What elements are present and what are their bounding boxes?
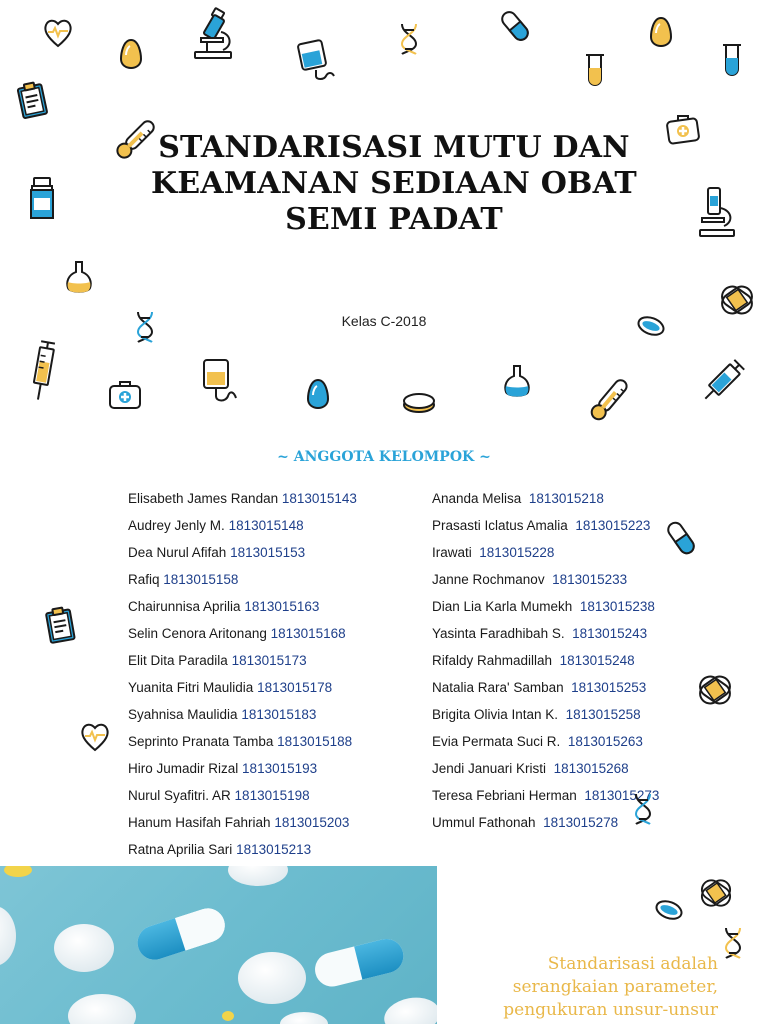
- member-nim: 1813015178: [257, 680, 333, 695]
- member-name: Elisabeth James Randan: [128, 491, 279, 506]
- thermometer-icon: [584, 374, 634, 426]
- heart-pulse-icon: [42, 18, 74, 48]
- definition-line: pengukuran unsur-unsur: [503, 1000, 718, 1020]
- bandage-icon: [698, 876, 734, 910]
- member-row: [128, 704, 357, 731]
- member-row: [432, 785, 659, 812]
- member-nim: 1813015248: [559, 653, 635, 668]
- member-nim: 1813015258: [565, 707, 641, 722]
- bandage-icon: [718, 282, 756, 318]
- member-nim: 1813015148: [228, 518, 304, 533]
- dna-icon: [722, 926, 744, 960]
- member-name: Yasinta Faradhibah S.: [432, 626, 565, 641]
- syringe-icon: [698, 356, 748, 406]
- flask-icon: [502, 364, 532, 400]
- members-heading: ~ ANGGOTA KELOMPOK ~: [277, 449, 491, 465]
- member-name: Irawati: [432, 545, 472, 560]
- member-name: Rafiq: [128, 572, 160, 587]
- capsule-icon: [500, 8, 530, 44]
- medicine-bottle-icon: [26, 176, 58, 222]
- member-nim: 1813015183: [241, 707, 317, 722]
- member-name: Rifaldy Rahmadillah: [432, 653, 553, 668]
- member-row: [432, 677, 659, 704]
- pills-photo-illustration: [0, 866, 437, 1024]
- iv-bag-icon: [200, 358, 240, 406]
- member-nim: 1813015218: [528, 491, 604, 506]
- member-row: [128, 515, 357, 542]
- definition-text: [418, 953, 718, 1022]
- member-name: Audrey Jenly M.: [128, 518, 225, 533]
- clipboard-icon: [16, 80, 50, 118]
- egg-icon: [649, 16, 673, 48]
- member-row: [432, 596, 659, 623]
- member-name: Hanum Hasifah Fahriah: [128, 815, 271, 830]
- member-nim: 1813015233: [552, 572, 628, 587]
- microscope-icon: [698, 186, 738, 238]
- member-nim: 1813015158: [163, 572, 239, 587]
- member-row: [432, 704, 659, 731]
- member-nim: 1813015263: [567, 734, 643, 749]
- member-name: Hiro Jumadir Rizal: [128, 761, 239, 776]
- member-row: [432, 731, 659, 758]
- dna-icon: [134, 310, 156, 344]
- member-name: Chairunnisa Aprilia: [128, 599, 241, 614]
- dna-icon: [632, 792, 654, 826]
- member-row: [128, 542, 357, 569]
- test-tube-icon: [583, 52, 607, 88]
- clipboard-icon: [44, 604, 78, 644]
- member-row: [432, 758, 659, 785]
- member-name: Prasasti Iclatus Amalia: [432, 518, 568, 533]
- member-row: [128, 785, 357, 812]
- member-row: [128, 623, 357, 650]
- iv-bag-icon: [298, 38, 338, 82]
- member-row: [128, 812, 357, 839]
- member-name: Dian Lia Karla Mumekh: [432, 599, 573, 614]
- member-name: Syahnisa Maulidia: [128, 707, 238, 722]
- member-row: [128, 731, 357, 758]
- member-row: [432, 515, 659, 542]
- class-label: Kelas C-2018: [341, 313, 427, 329]
- member-row: [432, 569, 659, 596]
- definition-line: Standarisasi adalah: [547, 954, 718, 974]
- member-nim: 1813015153: [230, 545, 306, 560]
- member-row: [432, 542, 659, 569]
- member-nim: 1813015168: [270, 626, 346, 641]
- member-name: Yuanita Fitri Maulidia: [128, 680, 254, 695]
- test-tube-icon: [720, 42, 744, 78]
- member-name: Seprinto Pranata Tamba: [128, 734, 274, 749]
- pills-photo: [0, 866, 437, 1024]
- member-nim: 1813015213: [236, 842, 312, 857]
- member-row: [432, 812, 659, 839]
- member-nim: 1813015173: [231, 653, 307, 668]
- first-aid-kit-icon: [108, 378, 142, 410]
- bandage-icon: [696, 672, 734, 708]
- member-row: [128, 677, 357, 704]
- member-row: [432, 623, 659, 650]
- member-nim: 1813015278: [543, 815, 619, 830]
- member-row: [128, 488, 357, 515]
- member-nim: 1813015228: [479, 545, 555, 560]
- member-nim: 1813015223: [575, 518, 651, 533]
- capsule-icon: [664, 518, 698, 558]
- member-name: Elit Dita Paradila: [128, 653, 228, 668]
- member-name: Ananda Melisa: [432, 491, 522, 506]
- member-name: Evia Permata Suci R.: [432, 734, 561, 749]
- member-name: Teresa Febriani Herman: [432, 788, 577, 803]
- member-nim: 1813015243: [572, 626, 648, 641]
- members-list-right: [432, 488, 659, 839]
- member-nim: 1813015163: [244, 599, 320, 614]
- member-row: [432, 488, 659, 515]
- title-line: KEAMANAN SEDIAAN OBAT: [151, 166, 637, 201]
- page-title: [120, 130, 668, 238]
- member-row: [128, 839, 357, 866]
- member-nim: 1813015273: [584, 788, 660, 803]
- member-nim: 1813015193: [242, 761, 318, 776]
- flask-icon: [64, 260, 94, 296]
- pill-icon: [654, 898, 684, 922]
- member-row: [128, 569, 357, 596]
- egg-icon: [306, 378, 330, 410]
- pill-icon: [636, 314, 666, 338]
- dna-icon: [398, 22, 420, 56]
- member-row: [128, 596, 357, 623]
- member-name: Dea Nurul Afifah: [128, 545, 227, 560]
- pill-icon: [402, 392, 436, 414]
- definition-line: serangkaian parameter,: [512, 977, 718, 997]
- member-name: Jendi Januari Kristi: [432, 761, 547, 776]
- member-name: Nurul Syafitri. AR: [128, 788, 231, 803]
- microscope-icon: [193, 8, 237, 60]
- member-name: Selin Cenora Aritonang: [128, 626, 267, 641]
- first-aid-kit-icon: [666, 112, 700, 144]
- member-name: Natalia Rara' Samban: [432, 680, 564, 695]
- member-name: Ratna Aprilia Sari: [128, 842, 233, 857]
- title-line: SEMI PADAT: [285, 202, 503, 237]
- member-row: [128, 650, 357, 677]
- title-line: STANDARISASI MUTU DAN: [158, 130, 630, 165]
- member-row: [128, 758, 357, 785]
- members-list-left: [128, 488, 357, 866]
- member-nim: 1813015268: [553, 761, 629, 776]
- member-name: Janne Rochmanov: [432, 572, 545, 587]
- heart-pulse-icon: [78, 722, 112, 752]
- member-nim: 1813015203: [274, 815, 350, 830]
- member-nim: 1813015188: [277, 734, 353, 749]
- egg-icon: [119, 38, 143, 70]
- member-nim: 1813015198: [234, 788, 310, 803]
- member-name: Ummul Fathonah: [432, 815, 536, 830]
- member-nim: 1813015143: [281, 491, 357, 506]
- member-row: [432, 650, 659, 677]
- syringe-icon: [28, 340, 58, 402]
- member-nim: 1813015238: [579, 599, 655, 614]
- member-name: Brigita Olivia Intan K.: [432, 707, 559, 722]
- member-nim: 1813015253: [571, 680, 647, 695]
